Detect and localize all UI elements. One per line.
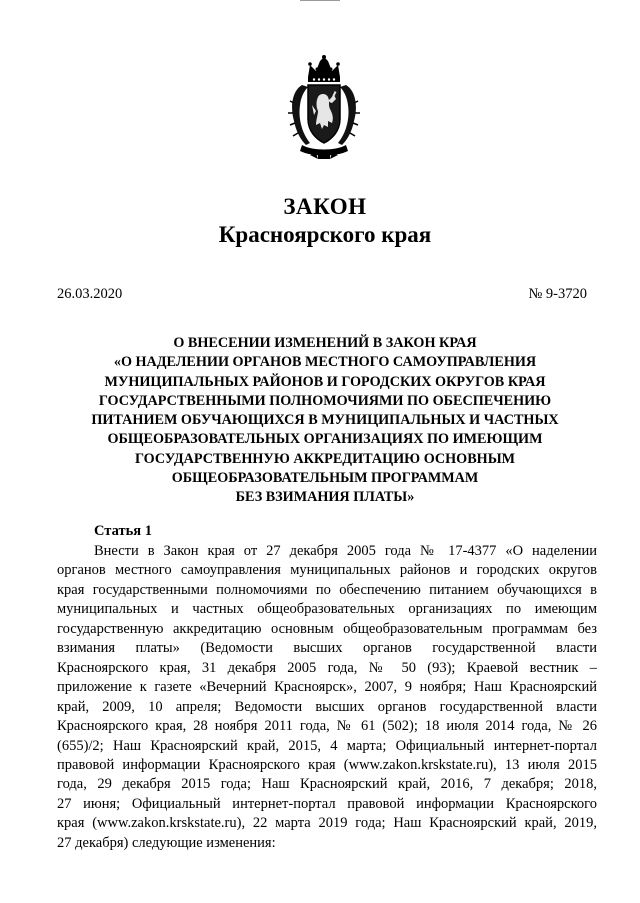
body-line: края (www.zakon.krskstate.ru), 22 марта 2019 года; Наш Красноярский край, 2019, bbox=[57, 815, 597, 832]
body-line: Внести в Закон края от 27 декабря 2005 года № 17-4377 «О наделении bbox=[94, 543, 597, 559]
heading-line: БЕЗ ВЗИМАНИЯ ПЛАТЫ» bbox=[235, 489, 415, 506]
law-region: Красноярского края bbox=[218, 222, 432, 247]
body-line: взимания платы» (Ведомости высших органов государственной власти bbox=[57, 640, 597, 657]
law-title: ЗАКОН bbox=[283, 194, 367, 219]
heading-line: ОБЩЕОБРАЗОВАТЕЛЬНЫХ ОРГАНИЗАЦИЯХ ПО ИМЕЮЩИМ bbox=[107, 431, 543, 448]
body-line: (655)/2; Наш Красноярский край, 2015, 4 марта; Официальный интернет-портал bbox=[57, 737, 597, 754]
krasnoyarsk-coat-of-arms-icon bbox=[288, 55, 360, 161]
body-line: приложение к газете «Вечерний Красноярск», 2007, 9 ноября; Наш Красноярский bbox=[57, 679, 597, 696]
heading-line: МУНИЦИПАЛЬНЫХ РАЙОНОВ И ГОРОДСКИХ ОКРУГОВ КРАЯ bbox=[104, 373, 546, 390]
law-date: 26.03.2020 bbox=[57, 286, 123, 302]
law-number: № 9-3720 bbox=[528, 286, 587, 302]
heading-line: ОБЩЕОБРАЗОВАТЕЛЬНЫМ ПРОГРАММАМ bbox=[171, 470, 479, 487]
heading-line: О ВНЕСЕНИИ ИЗМЕНЕНИЙ В ЗАКОН КРАЯ bbox=[173, 335, 477, 351]
page-top-mark bbox=[300, 0, 340, 1]
document-heading bbox=[60, 334, 590, 508]
article-title: Статья 1 bbox=[94, 523, 152, 539]
body-line: 27 декабря) следующие изменения: bbox=[57, 834, 276, 851]
body-line: края государственными полномочиями по обеспечению питанием обучающихся в bbox=[57, 581, 597, 598]
body-line: Красноярского края, 31 декабря 2005 года, № 50 (93); Краевой вестник – bbox=[57, 659, 597, 676]
body-line: государственную аккредитацию основным общеобразовательным программам без bbox=[57, 620, 597, 637]
body-line: органов местного самоуправления муниципальных районов и городских округов bbox=[57, 562, 597, 579]
body-line: Красноярского края, 28 ноября 2011 года, № 61 (502); 18 июля 2014 года, № 26 bbox=[57, 718, 597, 735]
body-line: правовой информации Красноярского края (www.zakon.krskstate.ru), 13 июля 2015 bbox=[57, 756, 597, 773]
article-body bbox=[57, 542, 597, 853]
body-line: 27 июня; Официальный интернет-портал правовой информации Красноярского bbox=[57, 795, 597, 812]
body-line: край, 2009, 10 апреля; Ведомости высших органов государственной власти bbox=[57, 698, 597, 715]
heading-line: ГОСУДАРСТВЕННЫМИ ПОЛНОМОЧИЯМИ ПО ОБЕСПЕЧЕНИЮ bbox=[98, 392, 552, 409]
heading-line: «О НАДЕЛЕНИИ ОРГАНОВ МЕСТНОГО САМОУПРАВЛЕНИЯ bbox=[113, 354, 537, 371]
heading-line: ПИТАНИЕМ ОБУЧАЮЩИХСЯ В МУНИЦИПАЛЬНЫХ И ЧАСТНЫХ bbox=[91, 412, 559, 429]
body-line: муниципальных и частных общеобразовательных организациях по имеющим bbox=[57, 601, 597, 618]
heading-line: ГОСУДАРСТВЕННУЮ АККРЕДИТАЦИЮ ОСНОВНЫМ bbox=[134, 450, 516, 467]
body-line: года, 29 декабря 2015 года; Наш Красноярский край, 2016, 7 декабря; 2018, bbox=[57, 776, 597, 793]
